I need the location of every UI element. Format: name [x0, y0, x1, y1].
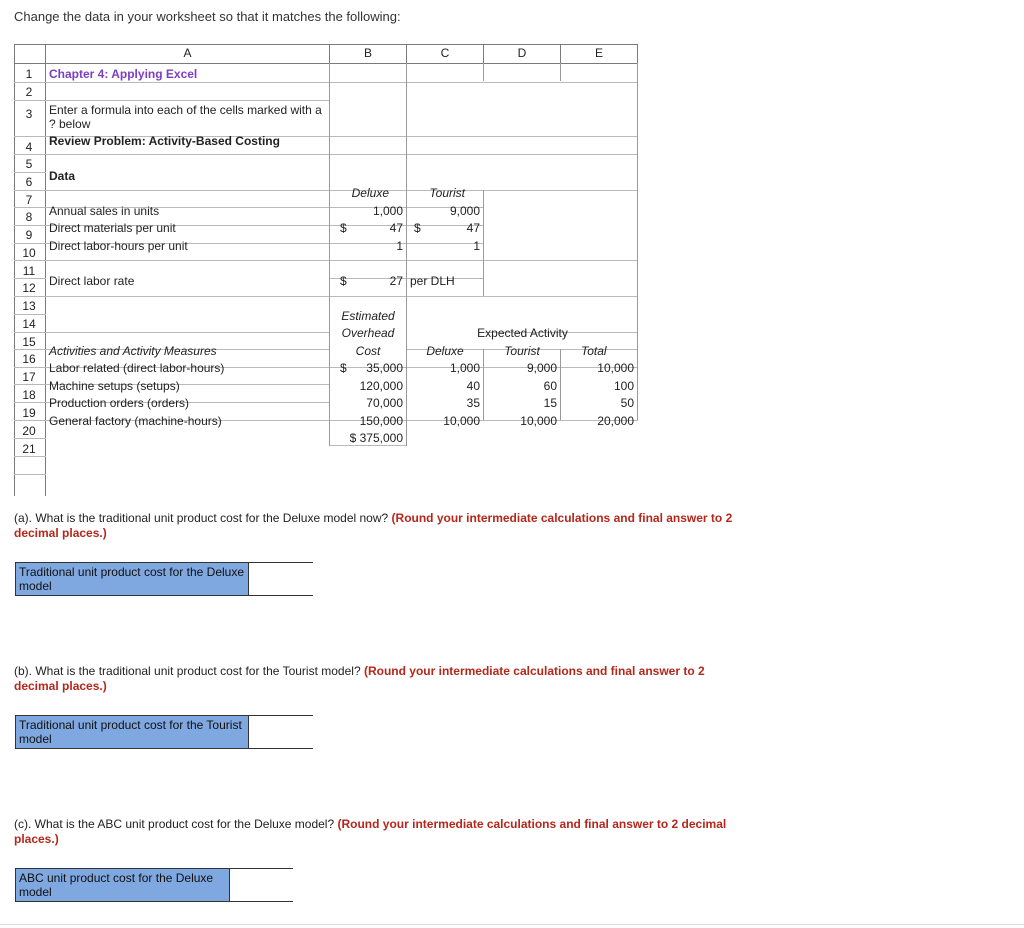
row-number: 21 — [22, 442, 36, 456]
row-number: 19 — [22, 406, 36, 420]
spreadsheet — [14, 44, 638, 494]
question-c — [14, 817, 734, 847]
activity-cost: 70,000 — [366, 396, 403, 410]
row-number: 1 — [25, 67, 33, 81]
question-c-note: (Round your intermediate calculations and final answer to 2 decimal places.) — [14, 817, 727, 846]
currency-symbol: $ — [340, 274, 347, 288]
row-number: 15 — [22, 335, 36, 349]
answer-c-input[interactable] — [231, 869, 294, 901]
activity-name: Machine setups (setups) — [49, 379, 180, 393]
direct-materials-deluxe: 47 — [389, 221, 403, 235]
row-number: 2 — [25, 85, 33, 99]
currency-symbol: $ — [414, 221, 421, 235]
answer-b-input[interactable] — [250, 716, 314, 748]
activity-name: Labor related (direct labor-hours) — [49, 361, 225, 375]
column-header-e: E — [594, 46, 603, 60]
activity-total: 20,000 — [597, 414, 634, 428]
direct-labor-rate-unit: per DLH — [410, 274, 455, 288]
question-c-text: (c). What is the ABC unit product cost for the Deluxe model? — [14, 817, 338, 831]
answer-c-label: ABC unit product cost for the Deluxe model — [16, 869, 230, 901]
activity-cost: 120,000 — [359, 379, 403, 393]
direct-labor-hours-label: Direct labor-hours per unit — [49, 239, 188, 253]
header-deluxe: Deluxe — [351, 186, 389, 200]
activity-cost: 150,000 — [359, 414, 403, 428]
column-header-a: A — [183, 46, 192, 60]
activity-deluxe: 40 — [466, 379, 480, 393]
row-number: 18 — [22, 388, 36, 402]
cost-label: Cost — [355, 344, 381, 358]
direct-labor-hours-tourist: 1 — [473, 239, 480, 253]
answer-c-box — [15, 868, 293, 902]
activity-deluxe-label: Deluxe — [426, 344, 464, 358]
activity-tourist-label: Tourist — [504, 344, 540, 358]
currency-symbol: $ — [340, 361, 347, 375]
activity-total: 10,000 — [597, 361, 634, 375]
question-b-text: (b). What is the traditional unit product cost for the Tourist model? — [14, 664, 364, 678]
activity-name: General factory (machine-hours) — [49, 414, 222, 428]
activity-total: 50 — [620, 396, 634, 410]
answer-a-input[interactable] — [250, 563, 314, 595]
row-number: 17 — [22, 370, 36, 384]
column-header-b: B — [363, 46, 372, 60]
annual-sales-tourist: 9,000 — [449, 204, 480, 218]
activity-total-label: Total — [581, 344, 607, 358]
intro-text: Change the data in your worksheet so that it matches the following: — [14, 9, 401, 24]
row-number: 10 — [22, 246, 36, 260]
answer-b-label: Traditional unit product cost for the Tourist model — [16, 716, 249, 748]
question-b — [14, 664, 714, 694]
activity-deluxe: 10,000 — [443, 414, 480, 428]
expected-activity-label: Expected Activity — [477, 326, 568, 340]
activity-deluxe: 1,000 — [449, 361, 480, 375]
row-number: 3 — [25, 107, 33, 121]
data-label: Data — [49, 169, 76, 183]
answer-a-label: Traditional unit product cost for the Deluxe model — [16, 563, 249, 595]
direct-labor-rate-label: Direct labor rate — [49, 274, 135, 288]
row-number: 9 — [25, 228, 33, 242]
row-number: 4 — [25, 140, 33, 154]
activity-deluxe: 35 — [466, 396, 480, 410]
annual-sales-label: Annual sales in units — [49, 204, 160, 218]
row-number: 14 — [22, 317, 36, 331]
column-header-d: D — [517, 46, 527, 60]
column-header-c: C — [440, 46, 450, 60]
activity-tourist: 9,000 — [526, 361, 557, 375]
header-tourist: Tourist — [429, 186, 465, 200]
activities-header: Activities and Activity Measures — [49, 344, 217, 358]
activity-tourist: 60 — [543, 379, 557, 393]
question-a-text: (a). What is the traditional unit product cost for the Deluxe model now? — [14, 511, 392, 525]
question-a-note: (Round your intermediate calculations and final answer to 2 decimal places.) — [14, 511, 733, 540]
row-number: 13 — [22, 299, 36, 313]
row-number: 11 — [22, 264, 36, 278]
estimated-label: Estimated — [341, 309, 395, 323]
overhead-label: Overhead — [341, 326, 395, 340]
question-a — [14, 511, 744, 541]
direct-labor-hours-deluxe: 1 — [396, 239, 403, 253]
row-number: 7 — [25, 193, 33, 207]
activity-tourist: 15 — [543, 396, 557, 410]
direct-materials-tourist: 47 — [466, 221, 480, 235]
row-number: 5 — [25, 157, 33, 171]
answer-a-box — [15, 562, 313, 596]
activity-total: 100 — [613, 379, 634, 393]
activity-cost: 35,000 — [366, 361, 403, 375]
row-number: 20 — [22, 424, 36, 438]
answer-b-box — [15, 715, 313, 749]
currency-symbol: $ — [340, 221, 347, 235]
activity-tourist: 10,000 — [520, 414, 557, 428]
sheet-title: Chapter 4: Applying Excel — [49, 67, 198, 81]
direct-labor-rate-value: 27 — [389, 274, 403, 288]
row-number: 6 — [25, 175, 33, 189]
total-overhead-cost: $ 375,000 — [349, 431, 403, 445]
activity-name: Production orders (orders) — [49, 396, 190, 410]
review-title: Review Problem: Activity-Based Costing — [49, 134, 280, 148]
instruction-text: Enter a formula into each of the cells marked with a ? below — [49, 103, 322, 131]
divider — [0, 924, 1024, 925]
direct-materials-label: Direct materials per unit — [49, 221, 176, 235]
row-number: 12 — [22, 281, 36, 295]
annual-sales-deluxe: 1,000 — [372, 204, 403, 218]
question-b-note: (Round your intermediate calculations and final answer to 2 decimal places.) — [14, 664, 705, 693]
row-number: 16 — [22, 352, 36, 366]
row-number: 8 — [25, 210, 33, 224]
